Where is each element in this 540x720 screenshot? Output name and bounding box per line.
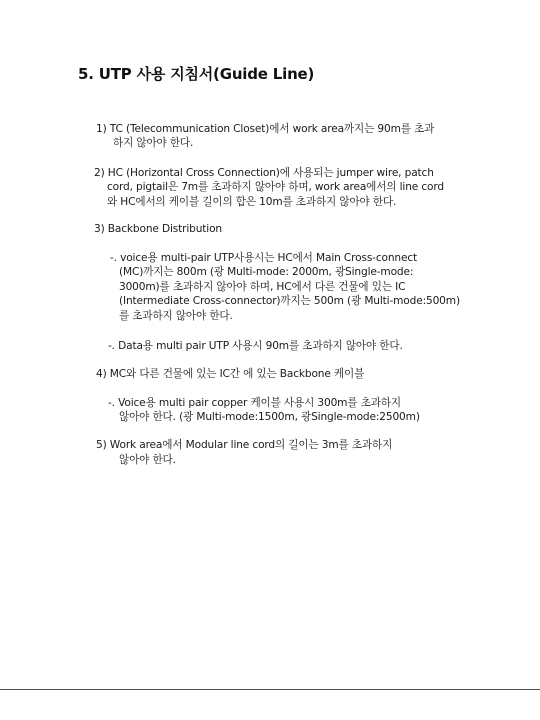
item-3-heading: 3) Backbone Distribution (94, 223, 222, 235)
item-4-heading: 4) MC와 다른 건물에 있는 IC간 에 있는 Backbone 케이블 (96, 368, 365, 380)
item-3a-line-1: -. voice용 multi-pair UTP사용시는 HC에서 Main Cross-connect (110, 252, 418, 264)
item-1-line-1: 1) TC (Telecommunication Closet)에서 work area까지는 90m를 초과 (96, 123, 435, 135)
footer-divider (0, 689, 540, 690)
item-4a-line-2: 않아야 한다. (광 Multi-mode:1500m, 광Single-mode:2500m) (119, 411, 420, 423)
item-5-line-2: 않아야 한다. (119, 454, 176, 466)
item-3a-line-5: 를 초과하지 않아야 한다. (119, 310, 233, 322)
item-3b-line-1: -. Data용 multi pair UTP 사용시 90m를 초과하지 않아야 한다. (108, 340, 403, 352)
item-2-line-3: 와 HC에서의 케이블 길이의 합은 10m를 초과하지 않아야 한다. (107, 196, 397, 208)
item-3a-line-2: (MC)까지는 800m (광 Multi-mode: 2000m, 광Single-mode: (119, 266, 414, 278)
item-2-line-1: 2) HC (Horizontal Cross Connection)에 사용되는 jumper wire, patch (94, 167, 434, 179)
page-title: 5. UTP 사용 지침서(Guide Line) (78, 65, 315, 83)
item-2-line-2: cord, pigtail은 7m를 초과하지 않아야 하며, work area에서의 line cord (107, 181, 444, 193)
item-5-line-1: 5) Work area에서 Modular line cord의 길이는 3m를 초과하지 (96, 439, 393, 451)
item-3a-line-3: 3000m)를 초과하지 않아야 하며, HC에서 다른 건물에 있는 IC (119, 281, 406, 293)
item-3a-line-4: (Intermediate Cross-connector)까지는 500m (광 Multi-mode:500m) (119, 295, 460, 307)
item-1-line-2: 하지 않아야 한다. (113, 137, 194, 149)
item-4a-line-1: -. Voice용 multi pair copper 케이블 사용시 300m를 초과하지 (108, 397, 401, 409)
